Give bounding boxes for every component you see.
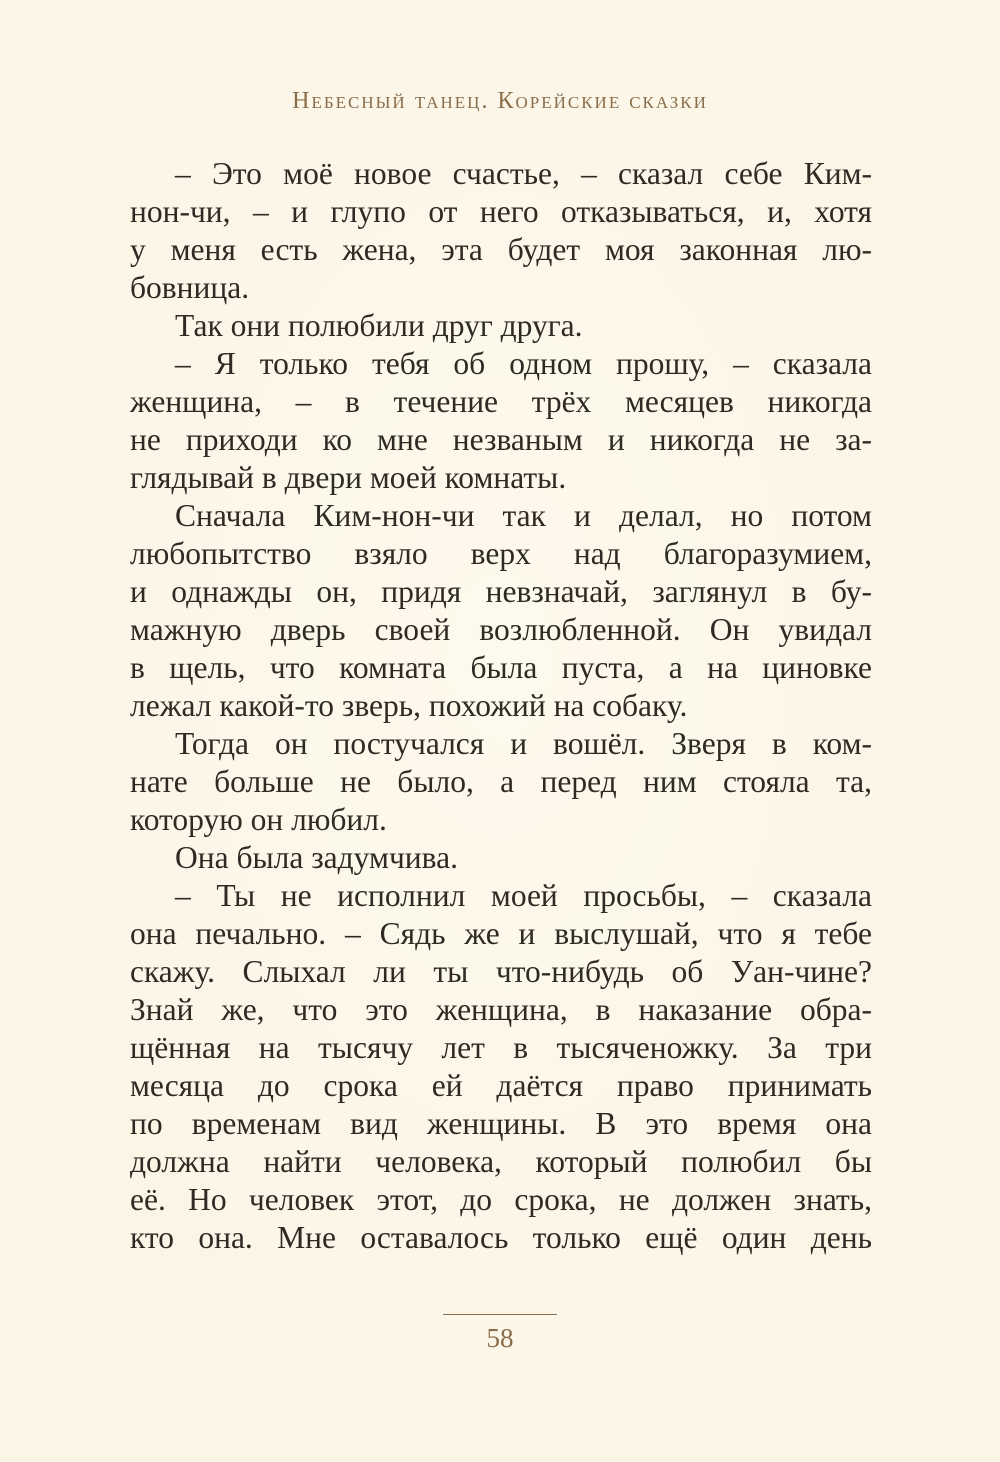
text-line: у меня есть жена, эта будет моя законная лю- (130, 232, 872, 267)
text-line: лежал какой-то зверь, похожий на собаку. (130, 688, 688, 723)
text-line: её. Но человек этот, до срока, не должен знать, (130, 1182, 872, 1217)
text-line: бовница. (130, 270, 250, 305)
text-line: глядывай в двери моей комнаты. (130, 460, 567, 495)
text-line: – Я только тебя об одном прошу, – сказала (175, 346, 872, 381)
text-line: нате больше не было, а перед ним стояла та, (130, 764, 872, 799)
text-line: щённая на тысячу лет в тысяченожку. За три (130, 1030, 872, 1065)
text-line: и однажды он, придя невзначай, заглянул в бу- (130, 574, 872, 609)
text-line: Тогда он постучался и вошёл. Зверя в ком- (175, 726, 872, 761)
running-head: Небесный танец. Корейские сказки (292, 88, 708, 114)
text-line: не приходи ко мне незваным и никогда не за- (130, 422, 872, 457)
text-line: по временам вид женщины. В это время она (130, 1106, 872, 1141)
text-line: кто она. Мне оставалось только ещё один день (130, 1220, 872, 1255)
text-line: месяца до срока ей даётся право принимать (130, 1068, 872, 1103)
text-line: Сначала Ким-нон-чи так и делал, но потом (175, 498, 872, 533)
text-line: скажу. Слыхал ли ты что-нибудь об Уан-чине? (130, 954, 872, 989)
text-line: Так они полюбили друг друга. (175, 308, 583, 343)
text-line: нон-чи, – и глупо от него отказываться, и, хотя (130, 194, 872, 229)
text-line: любопытство взяло верх над благоразумием, (130, 536, 872, 571)
text-line: – Это моё новое счастье, – сказал себе Ким- (175, 156, 872, 191)
page-number: 58 (486, 1323, 514, 1353)
text-line: женщина, – в течение трёх месяцев никогда (130, 384, 872, 419)
text-line: которую он любил. (130, 802, 387, 837)
text-line: она печально. – Сядь же и выслушай, что я тебе (130, 916, 872, 951)
text-line: мажную дверь своей возлюбленной. Он увидал (130, 612, 872, 647)
text-line: должна найти человека, который полюбил бы (130, 1144, 872, 1179)
text-line: Она была задумчива. (175, 840, 458, 875)
text-line: – Ты не исполнил моей просьбы, – сказала (175, 878, 872, 913)
text-line: в щель, что комната была пуста, а на циновке (130, 650, 872, 685)
text-line: Знай же, что это женщина, в наказание обра- (130, 992, 872, 1027)
page-number-rule (443, 1314, 557, 1315)
body-text (130, 155, 872, 1257)
